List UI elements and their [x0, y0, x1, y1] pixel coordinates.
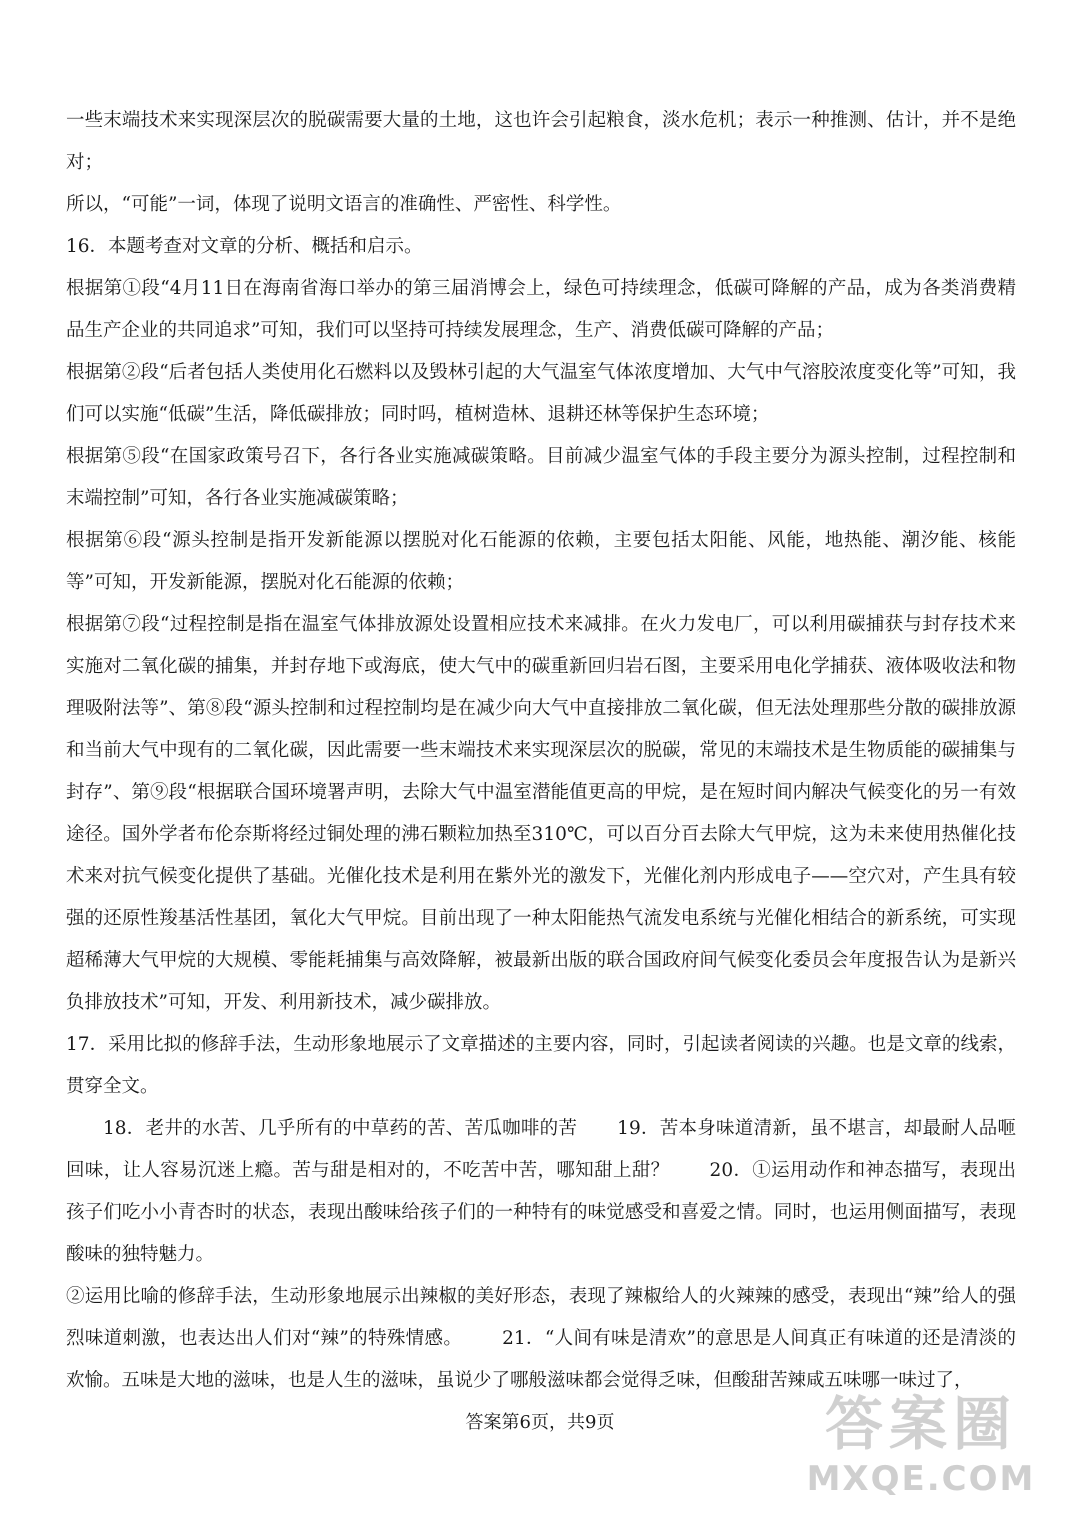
paragraph: 一些末端技术来实现深层次的脱碳需要大量的土地，这也许会引起粮食，淡水危机；表示一种推测、估计，并不是绝对； — [66, 110, 1016, 173]
answer-19: 19．苦本身味道清新，虽不堪言，却最耐人品咂回味，让人容易沉迷上瘾。苦与甜是相对的，不吃苦中苦，哪知甜上甜？ — [66, 1118, 1017, 1181]
answer-page-body — [66, 100, 1016, 1402]
paragraph: 所以，“可能”一词，体现了说明文语言的准确性、严密性、科学性。 — [66, 194, 622, 215]
answers-20b-21 — [66, 1276, 1016, 1402]
question-17-answer: 17．采用比拟的修辞手法，生动形象地展示了文章描述的主要内容，同时，引起读者阅读的兴趣。也是文章的线索，贯穿全文。 — [66, 1034, 1016, 1097]
question-16-heading: 16．本题考查对文章的分析、概括和启示。 — [66, 236, 423, 257]
paragraph: 根据第⑤段“在国家政策号召下，各行各业实施减碳策略。目前减少温室气体的手段主要分为源头控制，过程控制和末端控制”可知，各行各业实施减碳策略； — [66, 446, 1016, 509]
paragraph: 根据第①段“4月11日在海南省海口举办的第三届消博会上，绿色可持续理念，低碳可降解的产品，成为各类消费精品生产企业的共同追求”可知，我们可以坚持可持续发展理念，生产、消费低碳可降解的产品； — [66, 278, 1016, 341]
watermark-url-text: MXQE.COM — [806, 1459, 1036, 1499]
paragraph: 根据第⑦段“过程控制是指在温室气体排放源处设置相应技术来减排。在火力发电厂，可以利用碳捕获与封存技术来实施对二氧化碳的捕集，并封存地下或海底，使大气中的碳重新回归岩石图，主要采用电化学捕获、液体吸收法和物理吸附法等”、第⑧段“源头控制和过程控制均是在减少向大气中直接排放二氧化碳，但无法处理那些分散的碳排放源和当前大气中现有的二氧化碳，因此需要一些末端技术来实现深层次的脱碳，常见的末端技术是生物质能的碳捕集与封存”、第⑨段“根据联合国环境署声明，去除大气中温室潜能值更高的甲烷，是在短时间内解决气候变化的另一有效途径。国外学者布伦奈斯将经过铜处理的沸石颗粒加热至310℃，可以百分百去除大气甲烷，这为未来使用热催化技术来对抗气候变化提供了基础。光催化技术是利用在紫外光的激发下，光催化剂内形成电子——空穴对，产生具有较强的还原性羧基活性基团，氧化大气甲烷。目前出现了一种太阳能热气流发电系统与光催化相结合的新系统，可实现超稀薄大气甲烷的大规模、零能耗捕集与高效降解，被最新出版的联合国政府间气候变化委员会年度报告认为是新兴负排放技术”可知，开发、利用新技术，减少碳排放。 — [66, 614, 1016, 1013]
page-footer: 答案第6页，共9页 — [465, 1412, 615, 1433]
answer-21: 21．“人间有味是清欢”的意思是人间真正有味道的还是清淡的欢愉。五味是大地的滋味，也是人生的滋味，虽说少了哪般滋味都会觉得乏味，但酸甜苦辣咸五味哪一味过了， — [66, 1328, 1016, 1391]
watermark-logo-text: 答案圈 — [824, 1390, 1017, 1458]
answer-18: 18．老井的水苦、几乎所有的中草药的苦、苦瓜咖啡的苦 — [103, 1118, 578, 1139]
paragraph: 根据第⑥段“源头控制是指开发新能源以摆脱对化石能源的依赖，主要包括太阳能、风能，地热能、潮汐能、核能等”可知，开发新能源，摆脱对化石能源的依赖； — [66, 530, 1016, 593]
watermark-logo — [786, 1389, 1056, 1509]
paragraph: 根据第②段“后者包括人类使用化石燃料以及毁林引起的大气温室气体浓度增加、大气中气溶胶浓度变化等”可知，我们可以实施“低碳”生活，降低碳排放；同时吗，植树造林、退耕还林等保护生态环境； — [66, 362, 1016, 425]
answers-18-20 — [66, 1108, 1016, 1276]
answer-20: 20．①运用动作和神态描写，表现出孩子们吃小小青杏时的状态，表现出酸味给孩子们的一种特有的味觉感受和喜爱之情。同时，也运用侧面描写，表现酸味的独特魅力。 — [66, 1160, 1016, 1265]
answer-20-part-2: ②运用比喻的修辞手法，生动形象地展示出辣椒的美好形态，表现了辣椒给人的火辣辣的感受，表现出“辣”给人的强烈味道刺激，也表达出人们对“辣”的特殊情感。 — [66, 1286, 1016, 1349]
